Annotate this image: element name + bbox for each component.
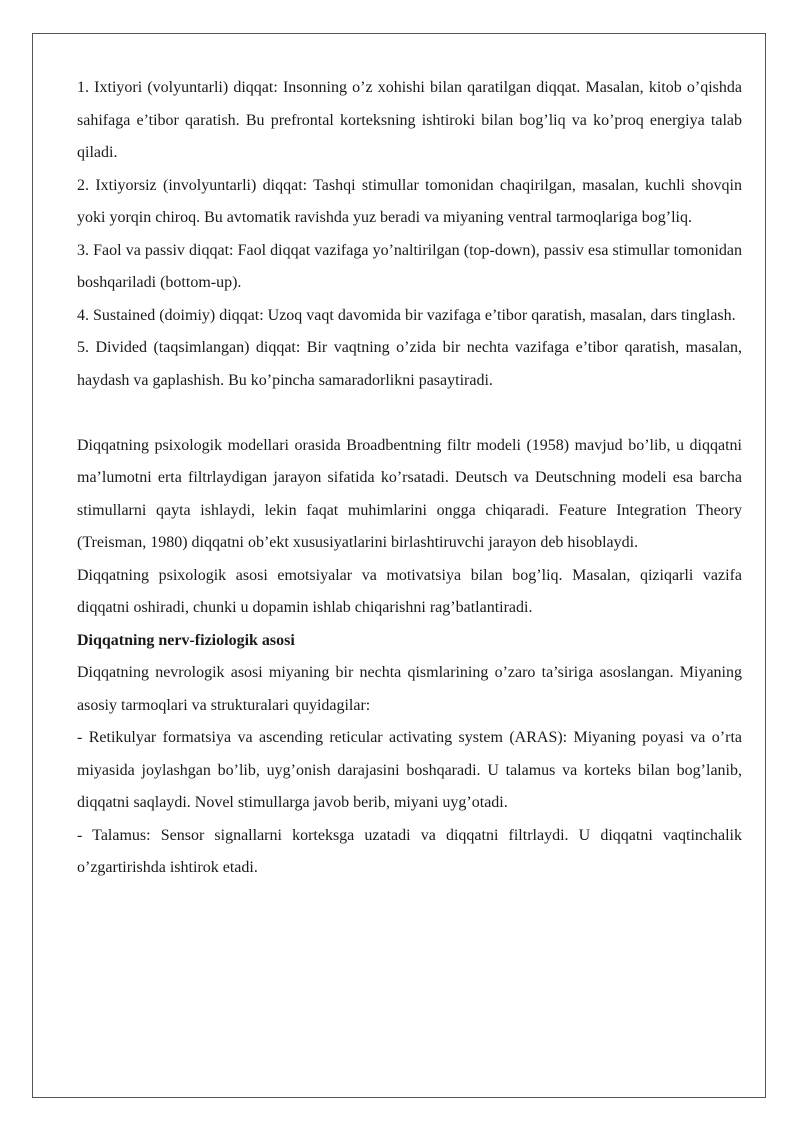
paragraph-psychological-basis: Diqqatning psixologik asosi emotsiyalar va motivatsiya bilan bog’liq. Masalan, qiziqarli vazifa diqqatni oshiradi, chunki u dopamin ishlab chiqarishni rag’batlantiradi. xyxy=(77,566,742,616)
paragraph-psychological-models: Diqqatning psixologik modellari orasida Broadbentning filtr modeli (1958) mavjud bo’lib, u diqqatni ma’lumotni erta filtrlaydigan jarayon sifatida ko’rsatadi. Deutsch va Deutschning modeli esa barcha stimullarni qayta ishlaydi, lekin faqat muhimlarini ongga chiqaradi. Feature Integration Theory (Treisman, 1980) diqqatni ob’ekt xususiyatlarini birlashtiruvchi jarayon deb hisoblaydi. xyxy=(77,436,742,551)
document-body xyxy=(77,72,742,885)
paragraph-reticular-formation: - Retikulyar formatsiya va ascending reticular activating system (ARAS): Miyaning poyasi va o’rta miyasida joylashgan bo’lib, uyg’onish darajasini boshqaradi. U talamus va korteks bilan bog’lanib, diqqatni saqlaydi. Novel stimullarga javob berib, miyani uyg’otadi. xyxy=(77,729,742,811)
paragraph-voluntary-attention: 1. Ixtiyori (volyuntarli) diqqat: Insonning o’z xohishi bilan qaratilgan diqqat. Masalan, kitob o’qishda sahifaga e’tibor qaratish. Bu prefrontal korteksning ishtiroki bilan bog’liq va ko’proq energiya talab qiladi. xyxy=(77,79,742,161)
paragraph-thalamus: - Talamus: Sensor signallarni korteksga uzatadi va diqqatni filtrlaydi. U diqqatni vaqtinchalik o’zgartirishda ishtirok etadi. xyxy=(77,826,742,876)
paragraph-sustained-attention: 4. Sustained (doimiy) diqqat: Uzoq vaqt davomida bir vazifaga e’tibor qaratish, masalan, dars tinglash. xyxy=(77,306,736,324)
paragraph-divided-attention: 5. Divided (taqsimlangan) diqqat: Bir vaqtning o’zida bir nechta vazifaga e’tibor qaratish, masalan, haydash va gaplashish. Bu ko’pincha samaradorlikni pasaytiradi. xyxy=(77,339,742,389)
section-heading: Diqqatning nerv-fiziologik asosi xyxy=(77,631,295,649)
blank-line xyxy=(77,397,742,430)
paragraph-involuntary-attention: 2. Ixtiyorsiz (involyuntarli) diqqat: Tashqi stimullar tomonidan chaqirilgan, masalan, kuchli shovqin yoki yorqin chiroq. Bu avtomatik ravishda yuz beradi va miyaning ventral tarmoqlariga bog’liq. xyxy=(77,176,742,226)
paragraph-active-passive-attention: 3. Faol va passiv diqqat: Faol diqqat vazifaga yo’naltirilgan (top-down), passiv esa stimullar tomonidan boshqariladi (bottom-up). xyxy=(77,241,742,291)
paragraph-neurological-basis: Diqqatning nevrologik asosi miyaning bir nechta qismlarining o’zaro ta’siriga asoslangan. Miyaning asosiy tarmoqlari va strukturalari quyidagilar: xyxy=(77,664,742,714)
